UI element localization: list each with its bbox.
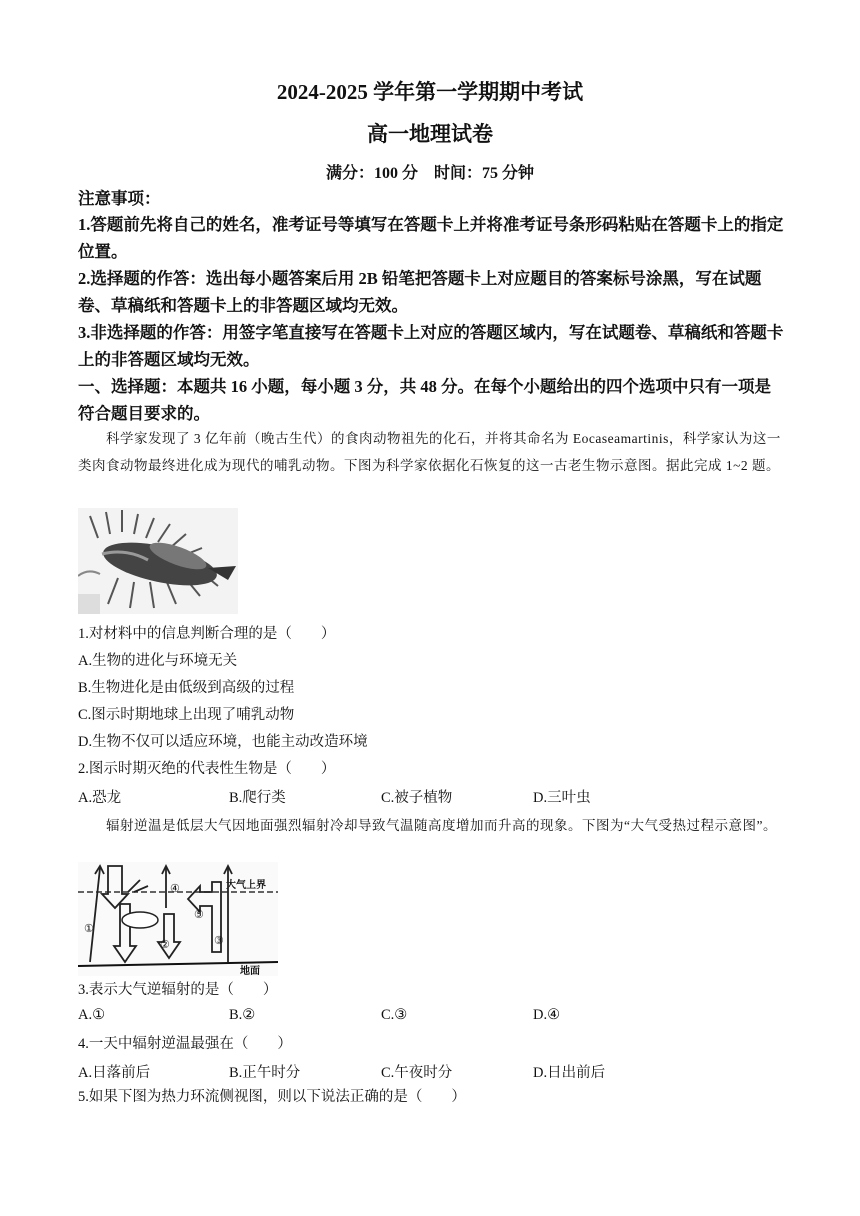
q3-option-a: A.①: [78, 1007, 106, 1023]
section-heading: 一、选择题：本题共 16 小题，每小题 3 分，共 48 分。在每个小题给出的四个选项中只有一项是符合题目要求的。: [78, 377, 771, 423]
label-atmosphere-top: 大气上界: [226, 880, 266, 891]
material-1: 科学家发现了 3 亿年前（晚古生代）的食肉动物祖先的化石，并将其命名为 Eocaseamartinis，科学家认为这一类肉食动物最终进化成为现代的哺乳动物。下图为科学家依据化石恢复的这一古老生物示意图。据此完成 1~2 题。: [78, 431, 781, 473]
q1-option-b: B.生物进化是由低级到高级的过程: [78, 680, 295, 696]
marker-3: ③: [214, 935, 224, 947]
notice-item-1: 1.答题前先将自己的姓名，准考证号等填写在答题卡上并将准考证号条形码粘贴在答题卡上的指定位置。: [78, 215, 784, 261]
q1-option-a: A.生物的进化与环境无关: [78, 653, 238, 669]
notice-item-3: 3.非选择题的作答：用签字笔直接写在答题卡上对应的答题区域内，写在试题卷、草稿纸和答题卡上的非答题区域均无效。: [78, 323, 784, 369]
notice-item-2: 2.选择题的作答：选出每小题答案后用 2B 铅笔把答题卡上对应题目的答案标号涂黑，写在试题卷、草稿纸和答题卡上的非答题区域均无效。: [78, 269, 762, 315]
marker-1: ①: [84, 923, 94, 935]
marker-4: ④: [170, 883, 180, 895]
q4-option-c: C.午夜时分: [381, 1065, 453, 1081]
q2-option-c: C.被子植物: [381, 790, 453, 806]
q1-option-d: D.生物不仅可以适应环境，也能主动改造环境: [78, 734, 368, 750]
notice-heading: 注意事项：: [78, 189, 161, 208]
q2-option-b: B.爬行类: [229, 790, 286, 806]
q4-option-d: D.日出前后: [533, 1065, 606, 1081]
q3-option-b: B.②: [229, 1007, 256, 1023]
marker-2: ②: [160, 939, 170, 951]
q2-option-a: A.恐龙: [78, 790, 122, 806]
q4-option-a: A.日落前后: [78, 1065, 151, 1081]
q3-option-c: C.③: [381, 1007, 408, 1023]
cloud-icon: [122, 912, 158, 928]
q1-stem: 1.对材料中的信息判断合理的是（ ）: [78, 626, 336, 642]
atmosphere-heating-diagram: [78, 862, 278, 976]
material-2: 辐射逆温是低层大气因地面强烈辐射冷却导致气温随高度增加而升高的现象。下图为“大气受热过程示意图”。: [106, 818, 777, 833]
q3-stem: 3.表示大气逆辐射的是（ ）: [78, 982, 278, 998]
q4-option-b: B.正午时分: [229, 1065, 301, 1081]
marker-5: ⑤: [194, 909, 204, 921]
exam-meta: 满分：100 分 时间：75 分钟: [325, 165, 534, 182]
q2-option-d: D.三叶虫: [533, 790, 591, 806]
exam-title: 2024-2025 学年第一学期期中考试: [276, 80, 584, 104]
exam-subtitle: 高一地理试卷: [367, 122, 493, 146]
q5-stem: 5.如果下图为热力环流侧视图，则以下说法正确的是（ ）: [78, 1089, 466, 1105]
q4-stem: 4.一天中辐射逆温最强在（ ）: [78, 1036, 292, 1052]
q3-option-d: D.④: [533, 1007, 561, 1023]
q2-stem: 2.图示时期灭绝的代表性生物是（ ）: [78, 761, 336, 777]
fossil-creature-image: [78, 508, 238, 614]
q1-option-c: C.图示时期地球上出现了哺乳动物: [78, 707, 295, 723]
label-ground: 地面: [240, 966, 260, 976]
